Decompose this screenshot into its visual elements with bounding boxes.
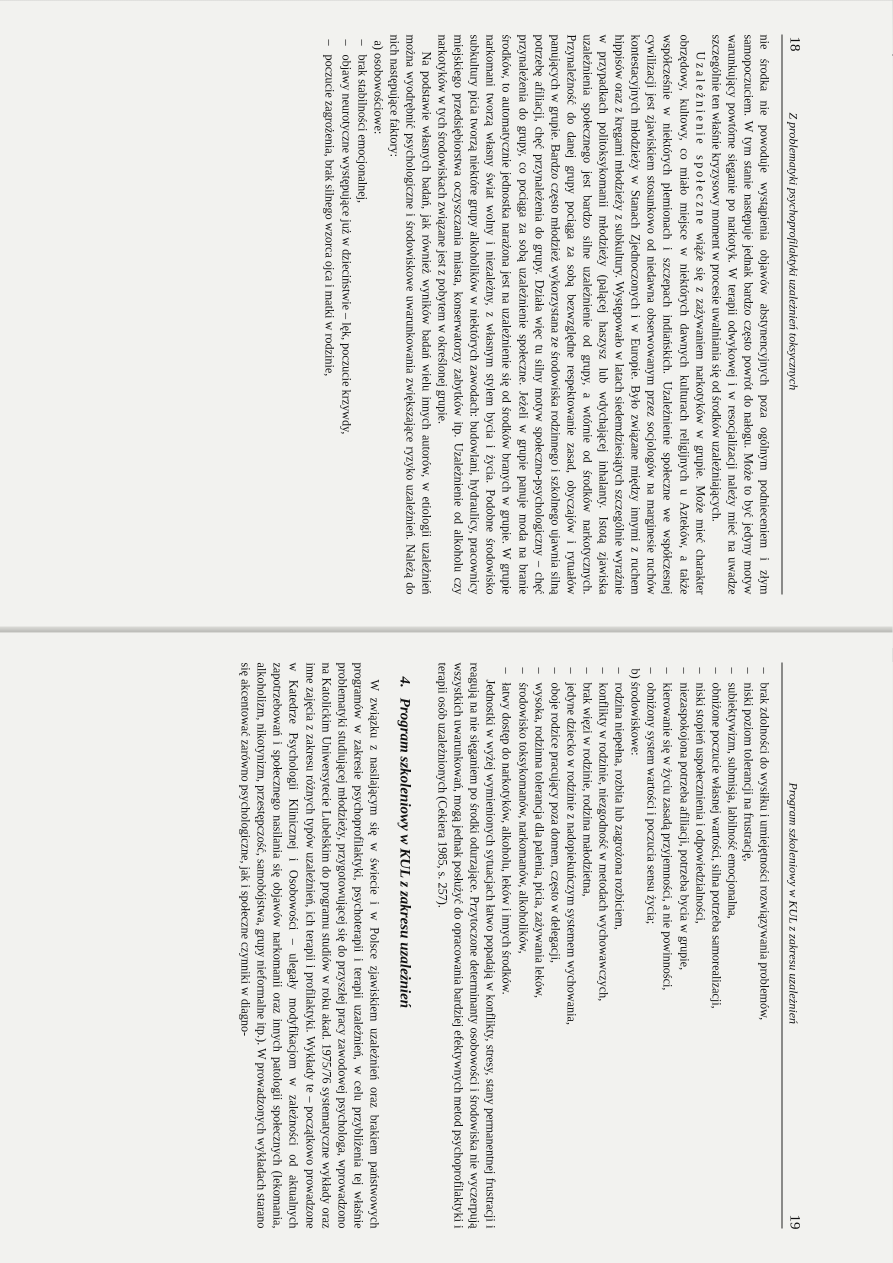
list-item: – objawy neurotyczne występujące już w dzieciństwie – lęk, poczucie krzywdy, bbox=[338, 34, 354, 594]
page-body bbox=[238, 662, 773, 1228]
running-header: Z problematyki psychoprofilaktyki uzależnień toksycznych bbox=[786, 112, 801, 390]
list-item: – środowisko toksykomanów, narkomanów, alkoholików, bbox=[515, 662, 531, 1228]
list-item: – obniżone poczucie własnej wartości, silna potrzeba samorealizacji, bbox=[708, 662, 724, 1228]
paragraph: W związku z nasilającym się w świecie i w Polsce zjawiskiem uzależnień oraz brakiem państwowych programów w zakresie psychoprofilaktyki, psychoterapii i terapii uzależnień, w celu przybliżenia tej właśnie problematyki studiującej młodzieży, przygotowującej się do przyszłej pracy zawodowej psychologa, wprowadzono na Katolickim Uniwersytecie Lubelskim do programu studiów w roku akad. 1975/76 systematyczne wykłady oraz inne zajęcia z zakresu różnych typów uzależnień, ich terapii i profilaktyki. Wykłady te – początkowo prowadzone w Katedrze Psychologii Klinicznej i Osobowości – ulegały modyfikacjom w zależności od aktualnych zapotrzebowań i społecznego nasilania się objawów narkomanii oraz innych patologii społecznych (lekomania, alkoholizm, nikotynizm, przestępczość, samobójstwa, grupy nieformalne itp.). W prowadzonych wykładach starano się akcentować zarówno psychologiczne, jak i społeczne czynniki w diagno- bbox=[238, 662, 382, 1228]
list-item: – niezaspokojona potrzeba afiliacji, potrzeba bycia w grupie, bbox=[676, 662, 692, 1228]
page-body bbox=[322, 34, 773, 594]
list-item: – niski stopień uspołecznienia i odpowiedzialności, bbox=[692, 662, 708, 1228]
list-item: – łatwy dostęp do narkotyków, alkoholu, leków i innych środków. bbox=[499, 662, 515, 1228]
list-heading: a) osobowościowe: bbox=[371, 40, 386, 134]
paragraph: nie środka nie powoduje wystąpienia objawów abstynencyjnych poza ogólnym podnieceniem i złym samopoczuciem. W tym stanie następuje jednak bardzo często powrót do nałogu. Może to być jedyny motyw warunkujący powtórne sięganie po narkotyk. W terapii odwykowej i w resocjalizacji należy mieć na uwadze szczególnie ten właśnie kryzysowy moment w procesie uwalniania się od środków uzależniających. bbox=[709, 34, 772, 594]
header-rule bbox=[782, 34, 783, 594]
section-heading bbox=[396, 662, 412, 1228]
header-rule bbox=[782, 662, 783, 1228]
list-item: – konflikty w rodzinie, niezgodność w metodach wychowawczych, bbox=[595, 662, 611, 1228]
list-item: – niski poziom tolerancji na frustrację, bbox=[740, 662, 756, 1228]
section-number: 4. bbox=[396, 676, 413, 688]
paragraph bbox=[435, 34, 709, 594]
list-heading: b) środowiskowe: bbox=[628, 668, 643, 755]
list-item: – subiektywizm, submisja, labilność emocjonalna, bbox=[724, 662, 740, 1228]
right-page bbox=[0, 632, 893, 1263]
paragraph-text: wiąże się z zażywaniem narkotyków w grupie. Może mieć charakter obrzędowy, kultowy, co miało miejsce w niektórych dawnych kulturach religijnych u Azteków, a także współcześnie w niektórych plemionach i szczepach indiańskich. Uzależnienie społeczne we współczesnej cywilizacji jest zjawiskiem stosunkowo od niedawna obserwowanym przez socjologów na marginesie ruchów kontestacyjnych młodzieży w Stanach Zjednoczonych i w Europie. Było związane między innymi z ruchem hippisów oraz z kręgami młodzieży z subkultury. Występowało w latach siedemdziesiątych szczególnie wyraźnie w przypadkach politoksykomanii młodzieży (palącej haszysz lub wdychającej inhalanty. Istotą zjawiska uzależnienia społecznego jest bardzo silne uzależnienie od grupy, a wtórnie od środków narkotycznych. Przynależność do danej grupy pociąga za sobą bezwzględne respektowanie zasad, obyczajów i rytuałów panujących w grupie. Bardzo często młodzież wykorzystana ze środowiska rodzinnego i szkolnego ujawnia silną potrzebę afiliacji, chęć przynależenia do grupy. Działa więc tu silny motyw społeczno-psychologiczny – chęć przynależenia do grupy, co pociąga za sobą uzależnienie społeczne. Jeżeli w grupie panuje moda na branie środków, to automatycznie jednostka narażona jest na uzależnienie się od środków branych w grupie. W grupie narkomani tworzą własny świat wolny i niezależny, z własnym stylem bycia i życia. Podobne środowisko subkultury picia tworzą niektóre grupy alkoholików w niektórych zawodach: budowlani, hydraulicy, pracownicy miejskiego przedsiębiorstwa oczyszczania miasta, konserwatorzy zabytków itp. Uzależnienie od alkoholu czy narkotyków w tych środowiskach związane jest z pobytem w określonej grupie. bbox=[435, 34, 708, 594]
list-item: – brak stabilności emocjonalnej, bbox=[354, 34, 370, 594]
list-item: – obniżony system wartości i poczucia sensu życia; bbox=[644, 662, 660, 1228]
list-item: – oboje rodzice pracujący poza domem, często w delegacji, bbox=[547, 662, 563, 1228]
page-number: 18 bbox=[786, 36, 803, 51]
spaced-term: Uzależnienie społeczne bbox=[693, 51, 708, 227]
paragraph: Na podstawie własnych badań, jak również wyników badań wielu innych autorów, w etiologii uzależnień można wyodrębnić psychologiczne i środowiskowe uwarunkowania zwiększające ryzyko uzależnień. Należą do nich następujące faktory: bbox=[387, 34, 434, 594]
section-title: Program szkoleniowy w KUL z zakresu uzależnień bbox=[396, 697, 413, 1008]
list-item: – poczucie zagrożenia, brak silnego wzorca ojca i matki w rodzinie, bbox=[322, 34, 338, 594]
list-item: – kierowanie się w życiu zasadą przyjemności, a nie powinności, bbox=[660, 662, 676, 1228]
list-item: – brak zdolności do wysiłku i umiejętności rozwiązywania problemów, bbox=[756, 662, 772, 1228]
list-item: – jedyne dziecko w rodzinie z nadopiekuńczym systemem wychowania, bbox=[563, 662, 579, 1228]
running-header: Program szkoleniowy w KUL z zakresu uzależnień bbox=[786, 782, 801, 1024]
list-item: – rodzina niepełna, rozbita lub zagrożona rozbiciem, bbox=[612, 662, 628, 1228]
paragraph: Jednostki w wyżej wymienionych sytuacjach łatwo popadają w konflikty, stresy, stany permanentnej frustracji i reagują na nie sięganiem po środki odurzające. Przytoczone determinanty osobowości i środowiska nie wyczerpują wszystkich uwarunkowań, mogą jednak posłużyć do opracowania bardziej efektywnych metod psychoprofilaktyki i terapii osób uzależnionych (Cekiera 1985, s. 257). bbox=[435, 662, 498, 1228]
page-number: 19 bbox=[786, 1214, 803, 1229]
list-item: – brak więzi w rodzinie, rodzina małodzietna, bbox=[579, 662, 595, 1228]
list-item: – wysoka, rodzinna tolerancja dla palenia, picia, zażywania leków, bbox=[531, 662, 547, 1228]
